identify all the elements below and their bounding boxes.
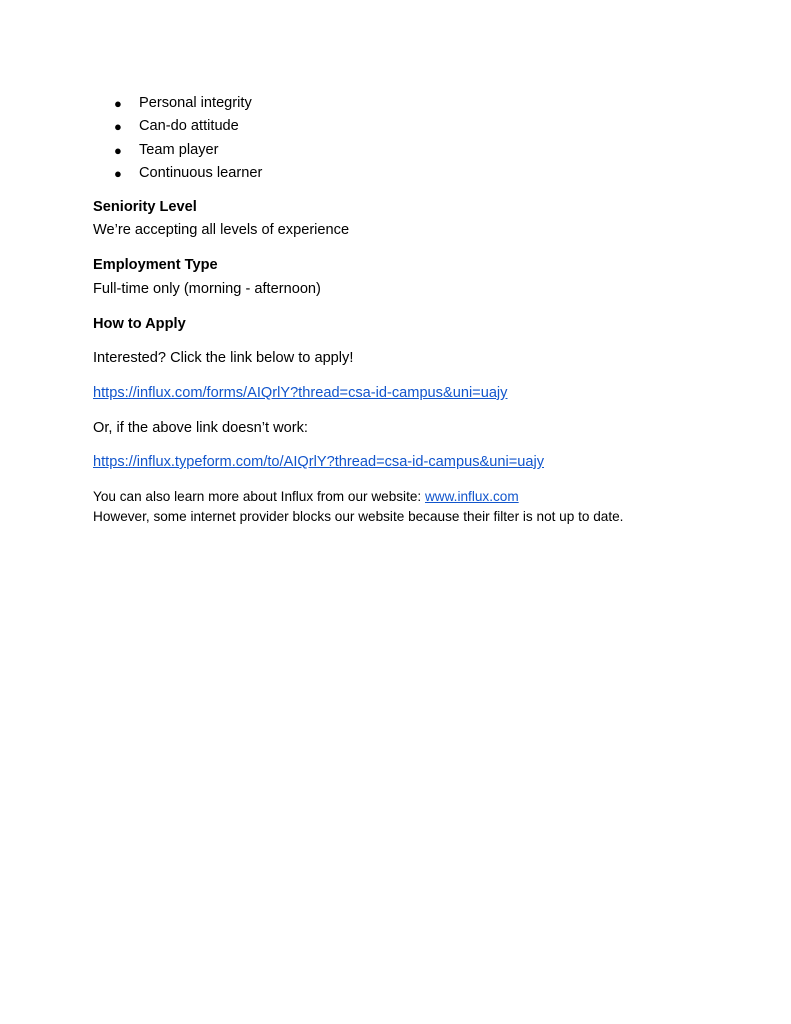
list-item [93, 162, 753, 185]
list-item [93, 115, 753, 138]
apply-intro-text: Interested? Click the link below to apply! [93, 350, 354, 366]
list-item [93, 139, 753, 162]
fallback-text: Or, if the above link doesn’t work: [93, 420, 308, 436]
qualities-list [93, 92, 753, 185]
list-item-label: Continuous learner [139, 164, 263, 181]
document-page [93, 92, 753, 524]
apply-link-paragraph [93, 384, 507, 402]
employment-heading: Employment Type [93, 257, 218, 273]
bullet-icon: ● [114, 96, 122, 111]
provider-note: However, some internet provider blocks our website because their filter is not up to date. [93, 509, 624, 524]
how-to-apply-heading: How to Apply [93, 316, 186, 332]
bullet-icon: ● [114, 119, 122, 135]
seniority-text: We’re accepting all levels of experience [93, 222, 350, 238]
list-item-label: Personal integrity [139, 95, 252, 111]
list-item-label: Can-do attitude [139, 118, 239, 135]
apply-link-fallback[interactable]: https://influx.typeform.com/to/AIQrlY?thread=csa-id-campus&uni=uajy [93, 454, 544, 470]
fallback-link-paragraph [93, 453, 544, 471]
website-link[interactable]: www.influx.com [424, 489, 519, 504]
learn-more-text: You can also learn more about Influx from our website: [93, 489, 425, 504]
learn-more-paragraph [93, 487, 519, 507]
bullet-icon: ● [114, 142, 122, 158]
list-item [93, 92, 753, 115]
employment-text: Full-time only (morning - afternoon) [93, 281, 321, 297]
seniority-heading: Seniority Level [93, 199, 197, 215]
bullet-icon: ● [114, 165, 122, 181]
list-item-label: Team player [139, 141, 219, 158]
apply-link-primary[interactable]: https://influx.com/forms/AIQrlY?thread=csa-id-campus&uni=uajy [93, 385, 508, 401]
